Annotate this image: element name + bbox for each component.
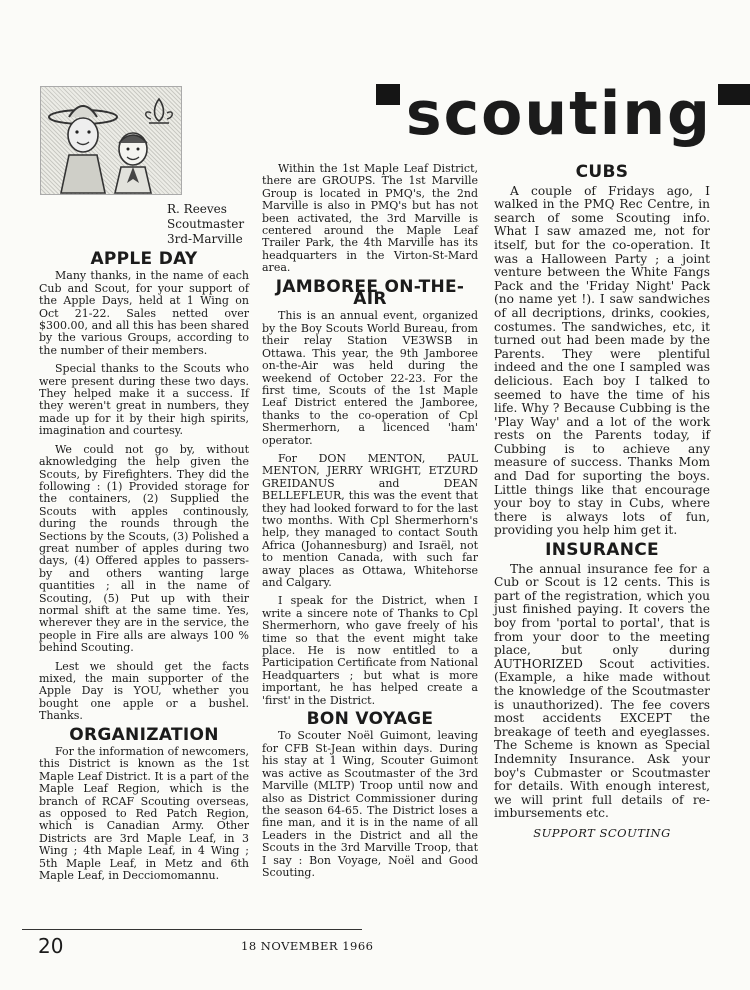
insurance-paragraph: The annual insurance fee for a Cub or Scout is 12 cents. This is part of the registration, which you just finished paying. It covers the boy from 'portal to portal', that is from your door to the meeting place, but only during AUTHORIZED Scout activities. (Example, a hike made without the knowledge of the Scoutmaster is unauthorized). The fee covers most accidents EXCEPT the breakage of teeth and eyeglasses. The Scheme is known as Special Indemnity Insurance. Ask your boy's Cubmaster or Scoutmaster for details. With enough interest, we will print full details of re-imbursements etc. xyxy=(494,561,710,821)
heading-apple-day: APPLE DAY xyxy=(90,249,198,269)
apple-day-paragraph: Lest we should get the facts mixed, the main supporter of the Apple Day is YOU, whether you bought one apple or a bushel. Thanks. xyxy=(39,659,249,723)
jamboree-paragraph: This is an annual event, organized by the Boy Scouts World Bureau, from their relay Station VE3WSB in Ottawa. This year, the 9th Jamboree on-the-Air was held during the weekend of October 22-23. For the first time, Scouts of the 1st Maple Leaf District entered the Jamboree, thanks to the co-operation of Cpl Shermerhorn, a licenced 'ham' operator. xyxy=(262,309,478,447)
column-1 xyxy=(39,202,249,889)
apple-day-paragraph: Special thanks to the Scouts who were present during these two days. They helped make it a success. If they weren't great in numbers, they made up for it by their high spirits, imagination and courtesy. xyxy=(39,362,249,438)
masthead-title: scouting xyxy=(400,82,718,146)
heading-cubs: CUBS xyxy=(575,162,629,182)
signoff: SUPPORT SCOUTING xyxy=(533,825,671,840)
jamboree-paragraph: For DON MENTON, PAUL MENTON, JERRY WRIGHT, ETZURD GREIDANUS and DEAN BELLEFLEUR, this was the event that they had looked forward to for the last two months. With Cpl Shermerhorn's help, they managed to contact South Africa (Johannesburg) and Israël, not to mention Canada, with such far away places as Ottawa, Whitehorse and Calgary. xyxy=(262,451,478,589)
organization-paragraph: Within the 1st Maple Leaf District, there are GROUPS. The 1st Marville Group is located in PMQ's, the 2nd Marville is also in PMQ's but has not been activated, the 3rd Marville is centered around the Maple Leaf Trailer Park, the 4th Marville has its headquarters in the Virton-St-Mard area. xyxy=(262,162,478,275)
author-unit: 3rd-Marville xyxy=(167,232,243,246)
scout-illustration-drawing xyxy=(41,87,181,194)
heading-bon-voyage: BON VOYAGE xyxy=(306,709,434,730)
apple-day-paragraph: We could not go by, without aknowledging the help given the Scouts, by Firefighters. They did the following : (1) Provided storage for the containers, (2) Supplied the Scouts with apples continously, during the rounds through the Sections by the Scouts, (3) Polished a great number of apples during two days, (4) Offered apples to passers-by and others wanting large quantities ; all in the name of Scouting, (5) Put up with their normal shift at the same time. Yes, wherever they are in the service, the people in Fire alls are always 100 % behind Scouting. xyxy=(39,442,249,655)
bon-voyage-paragraph: To Scouter Noël Guimont, leaving for CFB St-Jean within days. During his stay at 1 Wing, Scouter Guimont was active as Scoutmaster of the 3rd Marville (MLTP) Troop until now and also as District Commissioner during the season 64-65. The District loses a fine man, and it is in the name of all Leaders in the District and all the Scouts in the 3rd Marville Troop, that I say : Bon Voyage, Noël and Good Scouting. xyxy=(262,729,478,879)
column-2 xyxy=(262,163,478,885)
column-3 xyxy=(494,163,710,841)
author-name: R. Reeves xyxy=(167,202,227,216)
organization-paragraph: For the information of newcomers, this District is known as the 1st Maple Leaf District. It is a part of the Maple Leaf Region, which is the branch of RCAF Scouting overseas, as opposed to Red Patch Region, which is Canadian Army. Other Districts are 3rd Maple Leaf, in 3 Wing ; 4th Maple Leaf, in 4 Wing ; 5th Maple Leaf, in Metz and 6th Maple Leaf, in Decciomomannu. xyxy=(39,745,249,883)
scout-illustration xyxy=(40,86,182,195)
heading-organization: ORGANIZATION xyxy=(69,724,219,745)
author-credit xyxy=(167,202,249,247)
jamboree-paragraph: I speak for the District, when I write a sincere note of Thanks to Cpl Shermerhorn, who gave freely of his time so that the event might take place. He is now entitled to a Participation Certificate from National Headquarters ; but what is more important, he has helped create a 'first' in the District. xyxy=(262,594,478,707)
cubs-paragraph: A couple of Fridays ago, I walked in the PMQ Rec Centre, in search of some Scouting info. What I saw amazed me, not for itself, but for the co-operation. It was a Halloween Party ; a joint venture between the White Fangs Pack and the 'Friday Night' Pack (no name yet !). I saw sandwiches of all decriptions, drinks, cookies, costumes. The sandwiches, etc, it turned out had been made by the Parents. They were plentiful indeed and the one I sampled was delicious. Each boy I talked to seemed to have the time of his life. Why ? Because Cubbing is the 'Play Way' and a lot of the work rests on the Parents today, if Cubbing is to achieve any measure of success. Thanks Mom and Dad for suporting the boys. Little things like that encourage your boy to stay in Cubs, where there is always lots of fun, providing you help him get it. xyxy=(494,183,710,538)
heading-insurance: INSURANCE xyxy=(545,540,659,561)
page-number: 20 xyxy=(38,934,64,958)
apple-day-paragraph: Many thanks, in the name of each Cub and Scout, for your support of the Apple Days, held at 1 Wing on Oct 21-22. Sales netted over $300.00, and all this has been shared by the various Groups, according to the number of their members. xyxy=(39,269,249,357)
author-role: Scoutmaster xyxy=(167,217,245,231)
heading-jamboree: JAMBOREE ON-THE-AIR xyxy=(275,276,465,310)
issue-date: 18 NOVEMBER 1966 xyxy=(241,939,374,953)
footer-rule xyxy=(22,929,362,930)
